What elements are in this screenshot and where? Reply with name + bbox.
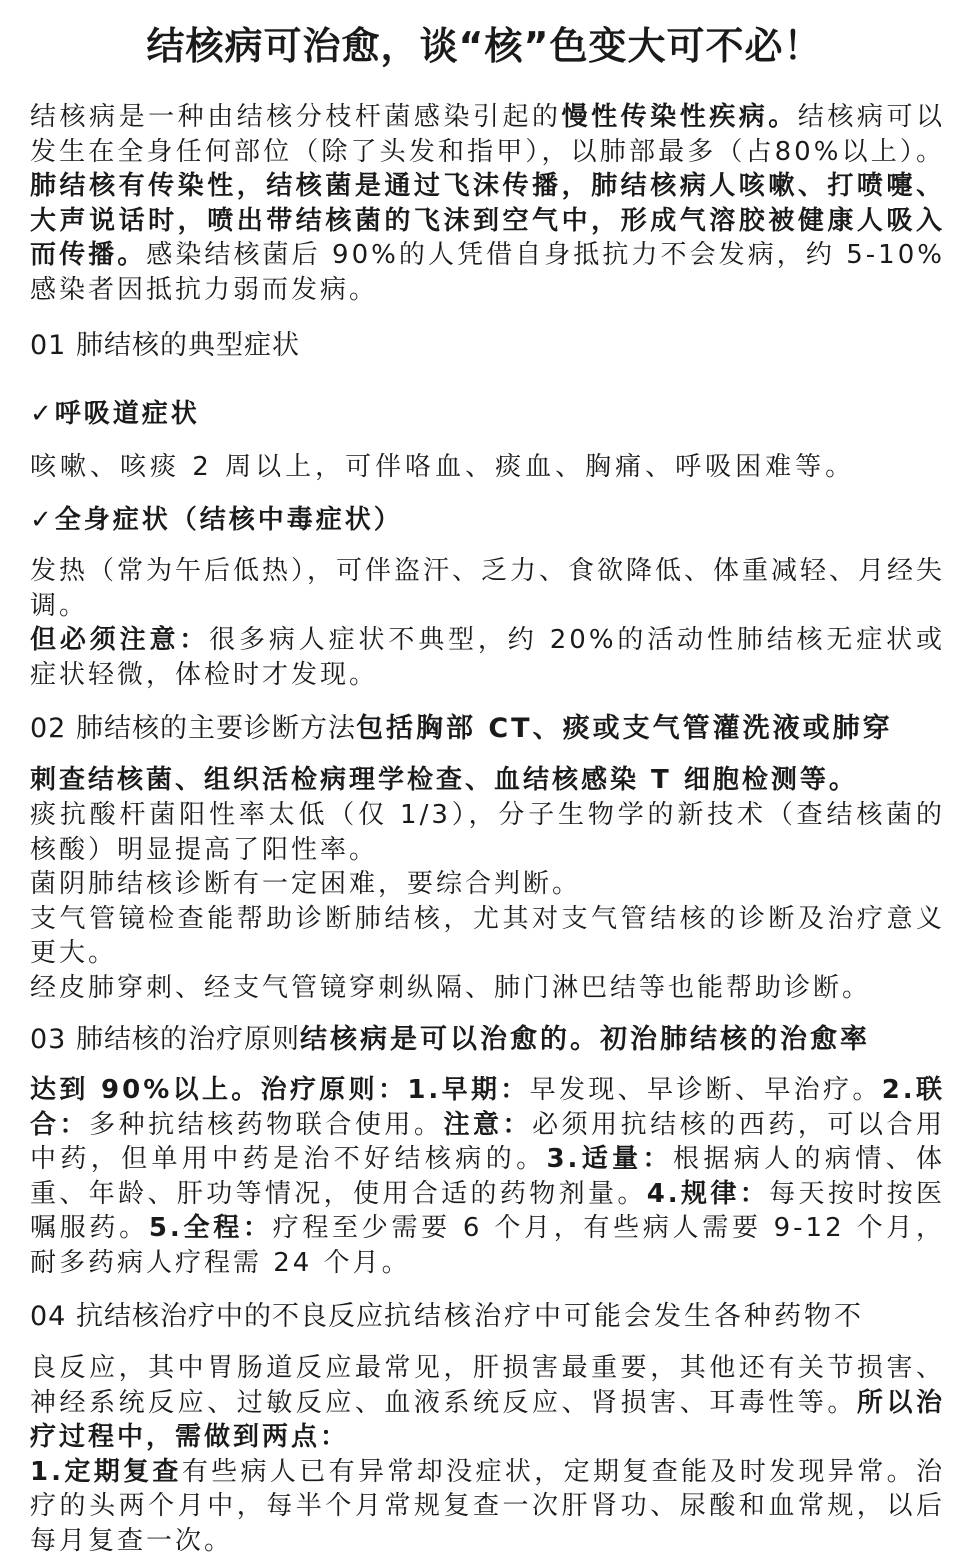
diagnosis-para-4: 经皮肺穿刺、经支气管镜穿刺纵隔、肺门淋巴结等也能帮助诊断。 xyxy=(30,972,872,1003)
section-03-body xyxy=(30,1073,945,1280)
intro-paragraph xyxy=(30,100,945,307)
principle-full-course-label: 5.全程： xyxy=(148,1213,273,1243)
principle-dosage-label: 3.适量： xyxy=(546,1144,673,1174)
intro-bold-1: 慢性传染性疾病。 xyxy=(561,102,798,132)
note-label: 但必须注意： xyxy=(30,625,210,655)
section-04-title: 04 抗结核治疗中的不良反应 xyxy=(30,1301,384,1332)
principle-early-label: 达到 90%以上。治疗原则：1.早期： xyxy=(30,1075,530,1105)
principle-combined-text: 多种抗结核药物联合使用。 xyxy=(89,1109,444,1140)
section-04-heading xyxy=(30,1299,945,1335)
principle-regular-text: 每天按时按医嘱服药。 xyxy=(30,1178,945,1243)
section-04-title-cont: 抗结核治疗中可能会发生各种药物不 xyxy=(383,1301,864,1332)
section-01-heading: 01 肺结核的典型症状 xyxy=(30,330,300,361)
section-02-methods: 刺查结核菌、组织活检病理学检查、血结核感染 T 细胞检测等。 xyxy=(30,765,858,795)
respiratory-symptoms-subheading: ✓呼吸道症状 xyxy=(30,399,200,429)
section-02-heading xyxy=(30,711,945,747)
systemic-symptoms-desc: 发热（常为午后低热），可伴盗汗、乏力、食欲降低、体重减轻、月经失调。 xyxy=(30,556,946,621)
note-text: 很多病人症状不典型，约 20%的活动性肺结核无症状或症状轻微，体检时才发现。 xyxy=(30,625,945,690)
regular-review-text: 有些病人已有异常却没症状，定期复查能及时发现异常。治疗的头两个月中，每半个月常规复查一次肝肾功、尿酸和血常规，以后每月复查一次。 xyxy=(30,1456,945,1556)
respiratory-symptoms-text: 咳嗽、咳痰 2 周以上，可伴咯血、痰血、胸痛、呼吸困难等。 xyxy=(30,452,856,482)
regular-review-label: 1.定期复查 xyxy=(30,1456,182,1487)
principle-early-text: 早发现、早诊断、早治疗。 xyxy=(529,1075,882,1105)
section-03-heading xyxy=(30,1022,945,1058)
principle-caution-label: 注意： xyxy=(443,1109,533,1140)
adverse-reactions-text: 良反应，其中胃肠道反应最常见，肝损害最重要，其他还有关节损害、神经系统反应、过敏反应、血液系统反应、肾损害、耳毒性等。 xyxy=(30,1353,945,1418)
principle-regular-label: 4.规律： xyxy=(646,1178,770,1209)
principle-full-course-text: 疗程至少需要 6 个月，有些病人需要 9-12 个月，耐多药病人疗程需 24 个月。 xyxy=(30,1213,946,1278)
systemic-symptoms-subheading: ✓全身症状（结核中毒症状） xyxy=(30,505,403,535)
page-title: 结核病可治愈，谈“核”色变大可不必！ xyxy=(146,24,823,68)
principle-caution-text: 必须用抗结核的西药，可以合用中药，但单用中药是治不好结核病的。 xyxy=(30,1109,945,1174)
section-02-title-bold: 包括胸部 CT、痰或支气管灌洗液或肺穿 xyxy=(355,713,893,744)
section-04-body xyxy=(30,1351,945,1558)
intro-bold-2: 肺结核有传染性，结核菌是通过飞沫传播，肺结核病人咳嗽、打喷嚏、大声说话时，喷出带结核菌的飞沫到空气中，形成气溶胶被健康人吸入而传播。 xyxy=(30,171,945,270)
principle-dosage-text: 根据病人的病情、体重、年龄、肝功等情况，使用合适的药物剂量。 xyxy=(30,1144,945,1209)
diagnosis-para-3: 支气管镜检查能帮助诊断肺结核，尤其对支气管结核的诊断及治疗意义更大。 xyxy=(30,903,945,968)
section-02-title: 02 肺结核的主要诊断方法 xyxy=(30,713,356,744)
intro-text-1: 结核病是一种由结核分枝杆菌感染引起的 xyxy=(30,102,562,132)
section-03-title-bold: 结核病是可以治愈的。初治肺结核的治愈率 xyxy=(299,1024,870,1055)
diagnosis-para-1: 痰抗酸杆菌阳性率太低（仅 1/3），分子生物学的新技术（查结核菌的核酸）明显提高了阳性率。 xyxy=(30,800,945,865)
principle-combined-label: 2.联合： xyxy=(30,1075,945,1140)
systemic-symptoms-text xyxy=(30,554,945,692)
section-02-body xyxy=(30,798,945,1005)
intro-text-3: 感染结核菌后 90%的人凭借自身抵抗力不会发病，约 5-10%感染者因抵抗力弱而发病。 xyxy=(30,240,945,305)
two-points-label: 所以治疗过程中，需做到两点： xyxy=(30,1387,945,1452)
diagnosis-para-2: 菌阴肺结核诊断有一定困难，要综合判断。 xyxy=(30,869,582,899)
section-03-title: 03 肺结核的治疗原则 xyxy=(30,1024,300,1055)
intro-text-2: 结核病可以发生在全身任何部位（除了头发和指甲），以肺部最多（占80%以上）。 xyxy=(30,102,945,167)
